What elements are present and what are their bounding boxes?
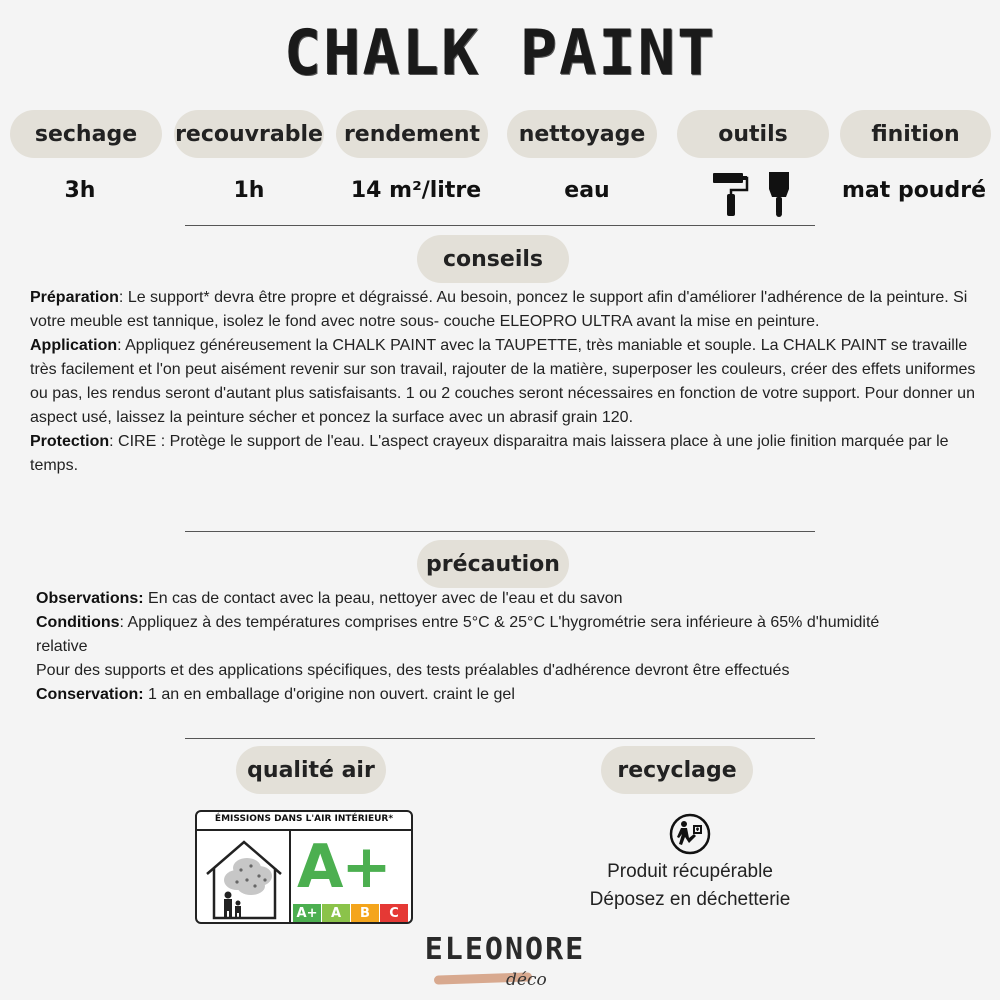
recyclage-line-1: Produit récupérable <box>607 861 773 882</box>
conseils-text <box>30 286 980 478</box>
conseils-heading: conseils <box>417 235 569 283</box>
paint-brush-icon <box>769 172 789 217</box>
spec-value-rendement: 14 m²/litre <box>350 178 482 203</box>
spec-value-finition: mat poudré <box>842 178 986 203</box>
brand-logo-sub: déco <box>506 970 547 990</box>
house-icon <box>203 836 285 920</box>
spec-label-nettoyage: nettoyage <box>507 110 657 158</box>
divider <box>185 531 815 532</box>
application-label: Application <box>30 337 118 354</box>
spec-value-sechage: 3h <box>64 178 96 203</box>
preparation-paragraph: Préparation: Le support* devra être propre et dégraissé. Au besoin, poncez le support afin d'améliorer l'adhérence de la peinture. Si votre meuble est tannique, isolez le fond avec notre sous- couche ELEOPRO ULTRA avant la mise en peinture. <box>30 289 968 330</box>
paint-roller-icon <box>713 173 747 216</box>
brand-logo <box>420 930 590 1000</box>
air-quality-grade: A+ <box>297 832 390 902</box>
recyclage-heading: recyclage <box>601 746 753 794</box>
observations-paragraph: Observations: En cas de contact avec la peau, nettoyer avec de l'eau et du savon <box>36 590 623 607</box>
recycle-person-icon <box>668 812 712 856</box>
preparation-text: Le support* devra être propre et dégraissé. Au besoin, poncez le support afin d'améliorer l'adhérence de la peinture. Si votre meuble est tannique, isolez le fond avec notre sous- couche ELEOPRO ULTRA avant la mise en peinture. <box>30 289 968 330</box>
supports-paragraph: Pour des supports et des applications spécifiques, des tests préalables d'adhérence devront être effectués <box>36 662 790 679</box>
grade-b: B <box>351 904 379 922</box>
preparation-label: Préparation <box>30 289 119 306</box>
precaution-heading: précaution <box>417 540 569 588</box>
divider <box>185 738 815 739</box>
divider <box>197 829 411 831</box>
application-paragraph: Application: Appliquez généreusement la CHALK PAINT avec la TAUPETTE, très maniable et souple. La CHALK PAINT se travaille très facilement et l'on peut aisément revenir sur son travail, rajouter de la matière, superposer les couleurs, créer des effets uniformes ou pas, les rendus seront d'autant plus satisfaisants. 1 ou 2 couches seront nécessaires en fonction de votre support. Pour donner un aspect usé, laissez la peinture sécher et poncez la surface avec un abrasif grain 120. <box>30 337 976 426</box>
page-title: CHALK PAINT <box>283 16 717 89</box>
spec-label-rendement: rendement <box>336 110 488 158</box>
qualite-air-heading: qualité air <box>236 746 386 794</box>
conditions-paragraph: Conditions: Appliquez à des températures comprises entre 5°C & 25°C L'hygrométrie sera inférieure à 65% d'humidité relative <box>36 614 880 655</box>
application-text: Appliquez généreusement la CHALK PAINT avec la TAUPETTE, très maniable et souple. La CHALK PAINT se travaille très facilement et l'on peut aisément revenir sur son travail, rajouter de la matière, superposer les couleurs, créer des effets uniformes ou pas, les rendus seront d'autant plus satisfaisants. 1 ou 2 couches seront nécessaires en fonction de votre support. Pour donner un aspect usé, laissez la peinture sécher et poncez la surface avec un abrasif grain 120. <box>30 337 976 426</box>
precaution-text <box>36 587 916 707</box>
grade-a: A <box>322 904 350 922</box>
tools-icons <box>710 170 795 218</box>
protection-label: Protection <box>30 433 110 450</box>
grade-scale <box>293 904 408 922</box>
spec-label-outils: outils <box>677 110 829 158</box>
recyclage-line-2: Déposez en déchetterie <box>589 889 791 910</box>
protection-paragraph: Protection: CIRE : Protège le support de l'eau. L'aspect crayeux disparaitra mais laissera place à une jolie finition marquée par le temps. <box>30 433 949 474</box>
spec-label-finition: finition <box>840 110 991 158</box>
air-quality-label <box>195 810 413 924</box>
spec-value-recouvrable: 1h <box>233 178 265 203</box>
protection-text: CIRE : Protège le support de l'eau. L'aspect crayeux disparaitra mais laissera place à une jolie finition marquée par le temps. <box>30 433 949 474</box>
spec-label-recouvrable: recouvrable <box>174 110 324 158</box>
divider <box>289 829 291 924</box>
grade-c: C <box>380 904 408 922</box>
conservation-paragraph: Conservation: 1 an en emballage d'origine non ouvert. craint le gel <box>36 686 515 703</box>
spec-label-sechage: sechage <box>10 110 162 158</box>
brand-logo-name: ELEONORE <box>424 932 586 967</box>
spec-value-nettoyage: eau <box>564 178 610 203</box>
divider <box>185 225 815 226</box>
grade-a-plus: A+ <box>293 904 321 922</box>
air-quality-label-title: ÉMISSIONS DANS L'AIR INTÉRIEUR* <box>214 814 394 824</box>
